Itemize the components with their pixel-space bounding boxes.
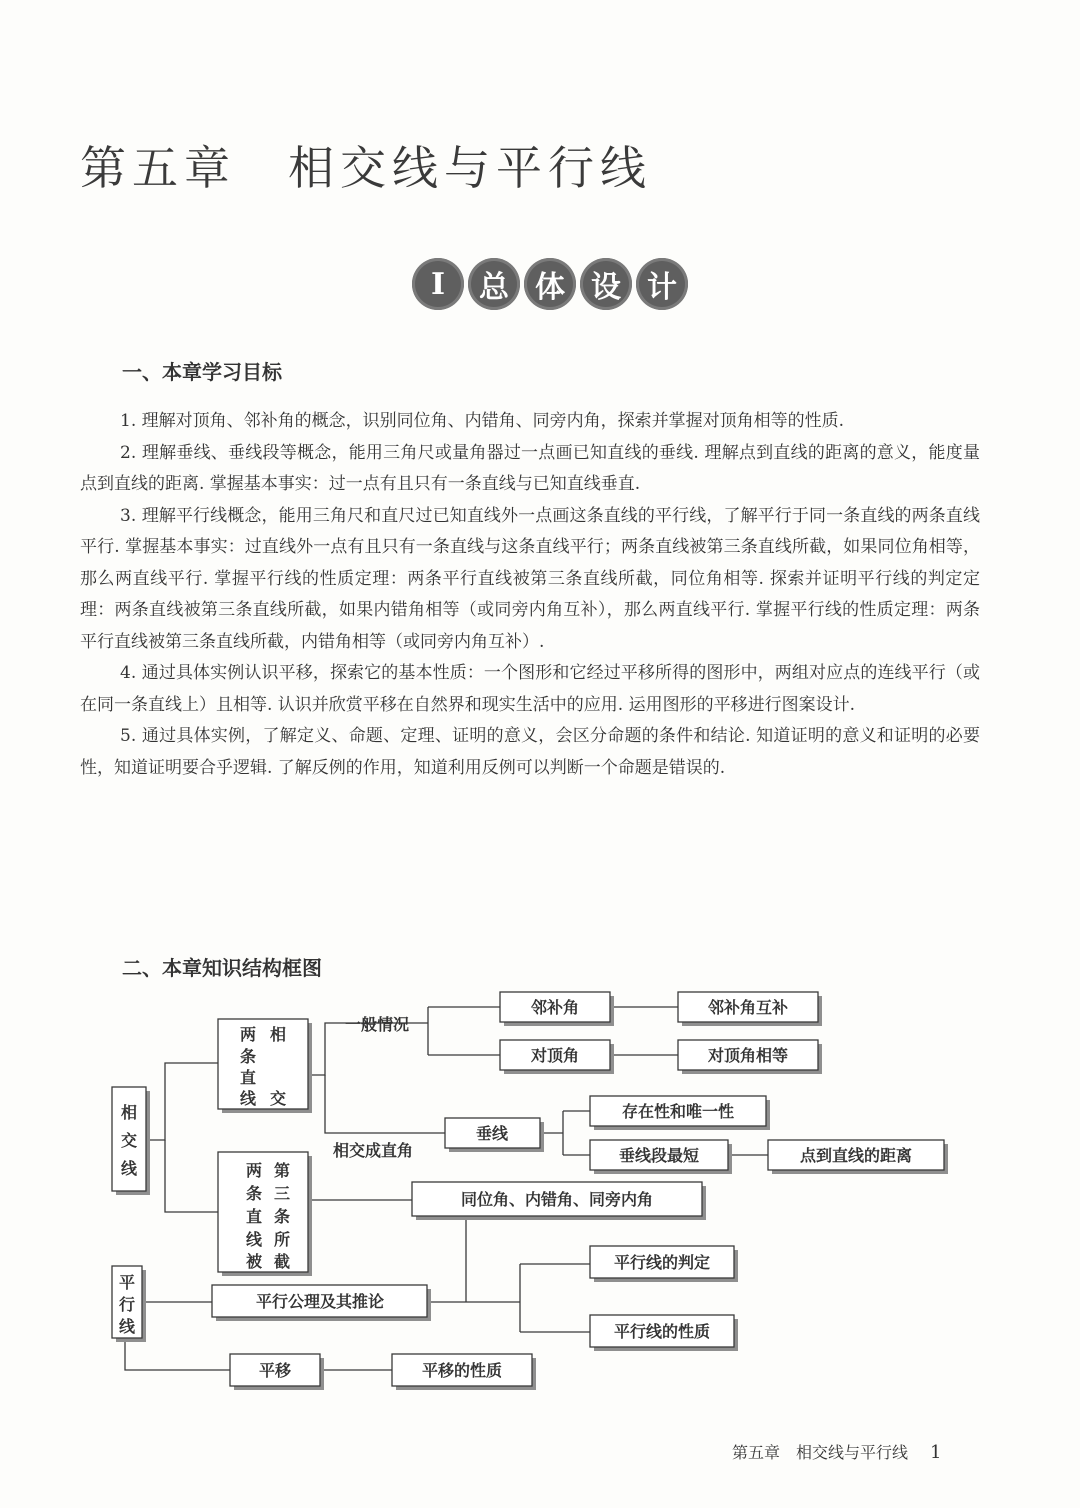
svg-text:第: 第 [273,1161,291,1180]
page-footer [732,1440,941,1463]
svg-text:平行线的性质: 平行线的性质 [613,1322,711,1341]
section-heading-objectives: 一、本章学习目标 [122,360,282,384]
svg-text:直: 直 [245,1207,263,1226]
svg-text:条: 条 [245,1184,263,1203]
heading-badge: 体 [524,258,576,310]
svg-text:存在性和唯一性: 存在性和唯一性 [621,1102,735,1121]
svg-text:条: 条 [273,1207,291,1226]
box-judge [590,1246,738,1282]
svg-text:线: 线 [239,1089,257,1108]
svg-text:行: 行 [118,1295,136,1314]
footer-chapter: 第五章 相交线与平行线 [732,1443,909,1462]
box-angles [412,1182,706,1220]
section-heading-structure: 二、本章知识结构框图 [122,956,322,980]
svg-text:被: 被 [245,1252,263,1271]
svg-text:邻补角: 邻补角 [530,998,580,1017]
box-two-lines-cut [218,1152,312,1276]
svg-text:对顶角: 对顶角 [530,1046,580,1065]
box-axiom [212,1285,431,1321]
svg-text:两: 两 [239,1025,257,1044]
box-duidingjiao [500,1040,614,1074]
svg-text:平行公理及其推论: 平行公理及其推论 [255,1292,385,1311]
chapter-title: 第五章 相交线与平行线 [80,141,652,195]
svg-text:平行线的判定: 平行线的判定 [613,1253,711,1272]
box-linbujiao-prop [678,992,822,1026]
box-xiangjiaoxian [112,1087,150,1195]
svg-text:所: 所 [273,1230,291,1249]
svg-text:交: 交 [269,1089,287,1108]
objective-item: 5. 通过具体实例，了解定义、命题、定理、证明的意义，会区分命题的条件和结论. 知道证明的意义和证明的必要性，知道证明要合乎逻辑. 了解反例的作用，知道利用反例可以判断一个命题是错误的. [80,726,980,778]
label-general-case: 一般情况 [345,1015,410,1034]
svg-text:相: 相 [120,1103,138,1122]
box-translation [230,1354,324,1390]
box-translation-prop [392,1354,536,1390]
svg-text:截: 截 [273,1252,291,1271]
heading-badge: Ⅰ [412,258,464,310]
svg-text:条: 条 [239,1047,257,1066]
svg-text:邻补角互补: 邻补角互补 [707,998,789,1017]
svg-text:交: 交 [120,1131,138,1150]
svg-text:两: 两 [245,1161,263,1180]
svg-text:同位角、内错角、同旁内角: 同位角、内错角、同旁内角 [460,1190,654,1209]
page-number: 1 [930,1442,942,1463]
svg-text:平移: 平移 [258,1361,292,1380]
svg-text:平: 平 [118,1273,136,1292]
objective-item: 1. 理解对顶角、邻补角的概念，识别同位角、内错角、同旁内角，探索并掌握对顶角相等的性质. [120,411,845,431]
svg-text:线: 线 [118,1317,136,1336]
box-distance [768,1140,948,1174]
svg-text:三: 三 [273,1184,291,1203]
box-linbujiao [500,992,614,1026]
heading-badge: 计 [636,258,688,310]
box-two-lines-intersect [218,1019,312,1113]
box-shortest [590,1140,732,1174]
svg-text:线: 线 [245,1230,263,1249]
svg-text:平移的性质: 平移的性质 [421,1361,503,1380]
box-property [590,1315,738,1351]
box-chuixian [445,1118,544,1152]
svg-text:点到直线的距离: 点到直线的距离 [799,1146,913,1165]
svg-text:直: 直 [239,1068,257,1087]
svg-text:对顶角相等: 对顶角相等 [707,1046,789,1065]
svg-text:相: 相 [269,1025,287,1044]
svg-text:垂线段最短: 垂线段最短 [618,1146,700,1165]
svg-text:垂线: 垂线 [475,1124,509,1143]
heading-badge: 总 [468,258,520,310]
objective-item: 3. 理解平行线概念，能用三角尺和直尺过已知直线外一点画这条直线的平行线，了解平行于同一条直线的两条直线平行. 掌握基本事实：过直线外一点有且只有一条直线与这条直线平行；两条直线被第三条直线所截，如果同位角相等，那么两直线平行. 掌握平行线的性质定理：两条平行直线被第三条直线所截，同位角相等. 探索并证明平行线的判定定理：两条直线被第三条直线所截，如果内错角相等（或同旁内角互补），那么两直线平行. 掌握平行线的性质定理：两条平行直线被第三条直线所截，内错角相等（或同旁内角互补）. [80,505,980,652]
heading-badge: 设 [580,258,632,310]
svg-text:线: 线 [120,1159,138,1178]
box-exist-unique [590,1096,770,1130]
objective-item: 4. 通过具体实例认识平移，探索它的基本性质：一个图形和它经过平移所得的图形中，两组对应点的连线平行（或在同一条直线上）且相等. 认识并欣赏平移在自然界和现实生活中的应用. 运用图形的平移进行图案设计. [80,663,980,715]
box-pingxingxian [112,1266,146,1342]
objective-item: 2. 理解垂线、垂线段等概念，能用三角尺或量角器过一点画已知直线的垂线. 理解点到直线的距离的意义，能度量点到直线的距离. 掌握基本事实：过一点有且只有一条直线与已知直线垂直. [80,442,980,494]
box-duidingjiao-prop [678,1040,822,1074]
label-right-angle: 相交成直角 [333,1141,414,1160]
